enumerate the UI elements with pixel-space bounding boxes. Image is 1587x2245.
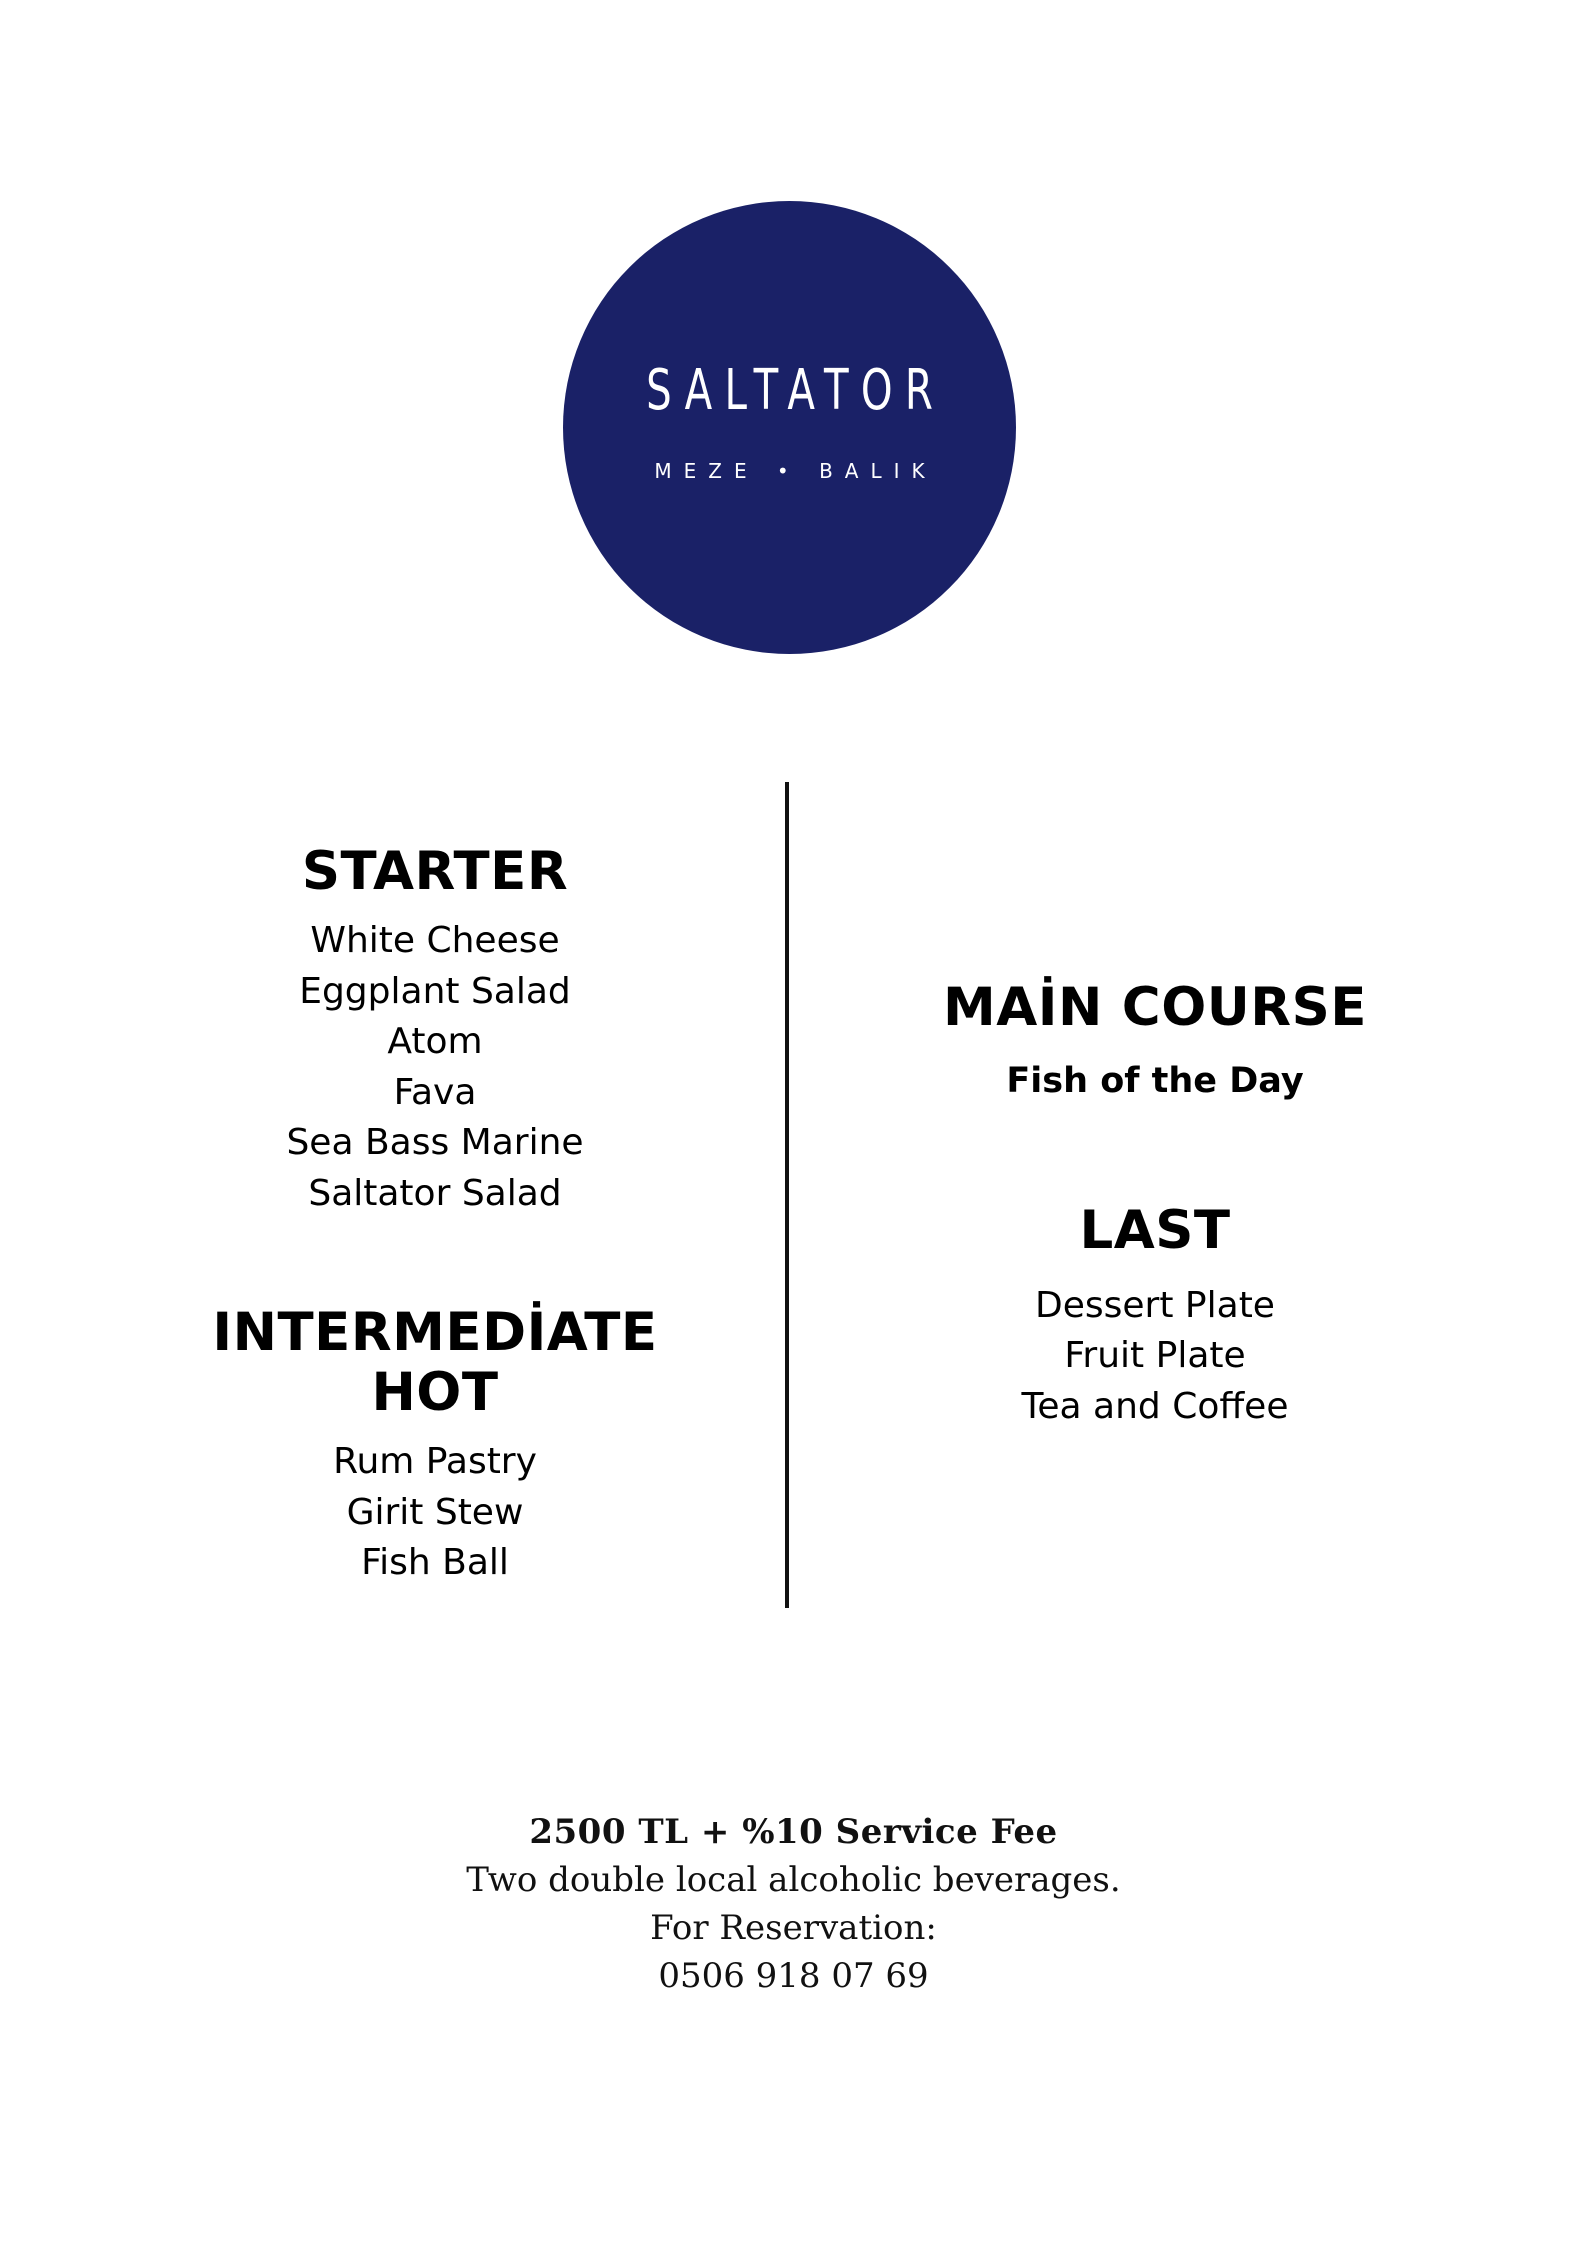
intermediate-hot-heading-line2: HOT <box>371 1362 499 1423</box>
beverages-line: Two double local alcoholic beverages. <box>466 1860 1121 1900</box>
logo-tagline: MEZE • BALIK <box>654 459 937 483</box>
menu-item: Rum Pastry <box>333 1441 537 1482</box>
logo-name: SALTATOR <box>646 358 946 423</box>
intermediate-hot-heading <box>175 1303 695 1423</box>
phone-number: 0506 918 07 69 <box>658 1956 929 1996</box>
logo <box>563 201 1016 654</box>
main-course-list <box>900 1056 1410 1107</box>
intermediate-hot-heading-line1: INTERMEDİATE <box>212 1302 658 1363</box>
menu-item: Fish of the Day <box>1006 1061 1304 1101</box>
menu-item: Dessert Plate <box>1035 1284 1275 1326</box>
column-divider <box>785 782 789 1608</box>
menu-item: Girit Stew <box>346 1491 524 1533</box>
menu-item: Tea and Coffee <box>1021 1385 1289 1427</box>
starter-heading: STARTER <box>301 841 569 902</box>
menu-item: Sea Bass Marine <box>286 1122 584 1163</box>
menu-item: Atom <box>387 1021 483 1062</box>
reservation-label: For Reservation: <box>650 1908 937 1948</box>
menu-item: Fruit Plate <box>1064 1335 1246 1376</box>
menu-item: Fish Ball <box>361 1542 509 1583</box>
menu-item: Eggplant Salad <box>299 970 571 1012</box>
menu-item: Saltator Salad <box>308 1172 562 1214</box>
menu-item: Fava <box>393 1071 477 1113</box>
menu-item: White Cheese <box>310 920 560 961</box>
starter-list <box>175 916 695 1219</box>
main-course-heading: MAİN COURSE <box>943 977 1367 1038</box>
menu-right-column <box>900 978 1410 1432</box>
last-heading: LAST <box>1079 1199 1231 1261</box>
footer <box>0 1808 1587 2000</box>
intermediate-hot-list <box>175 1437 695 1589</box>
last-list <box>900 1281 1410 1433</box>
menu-left-column <box>175 842 695 1589</box>
price-line: 2500 TL + %10 Service Fee <box>529 1812 1058 1852</box>
